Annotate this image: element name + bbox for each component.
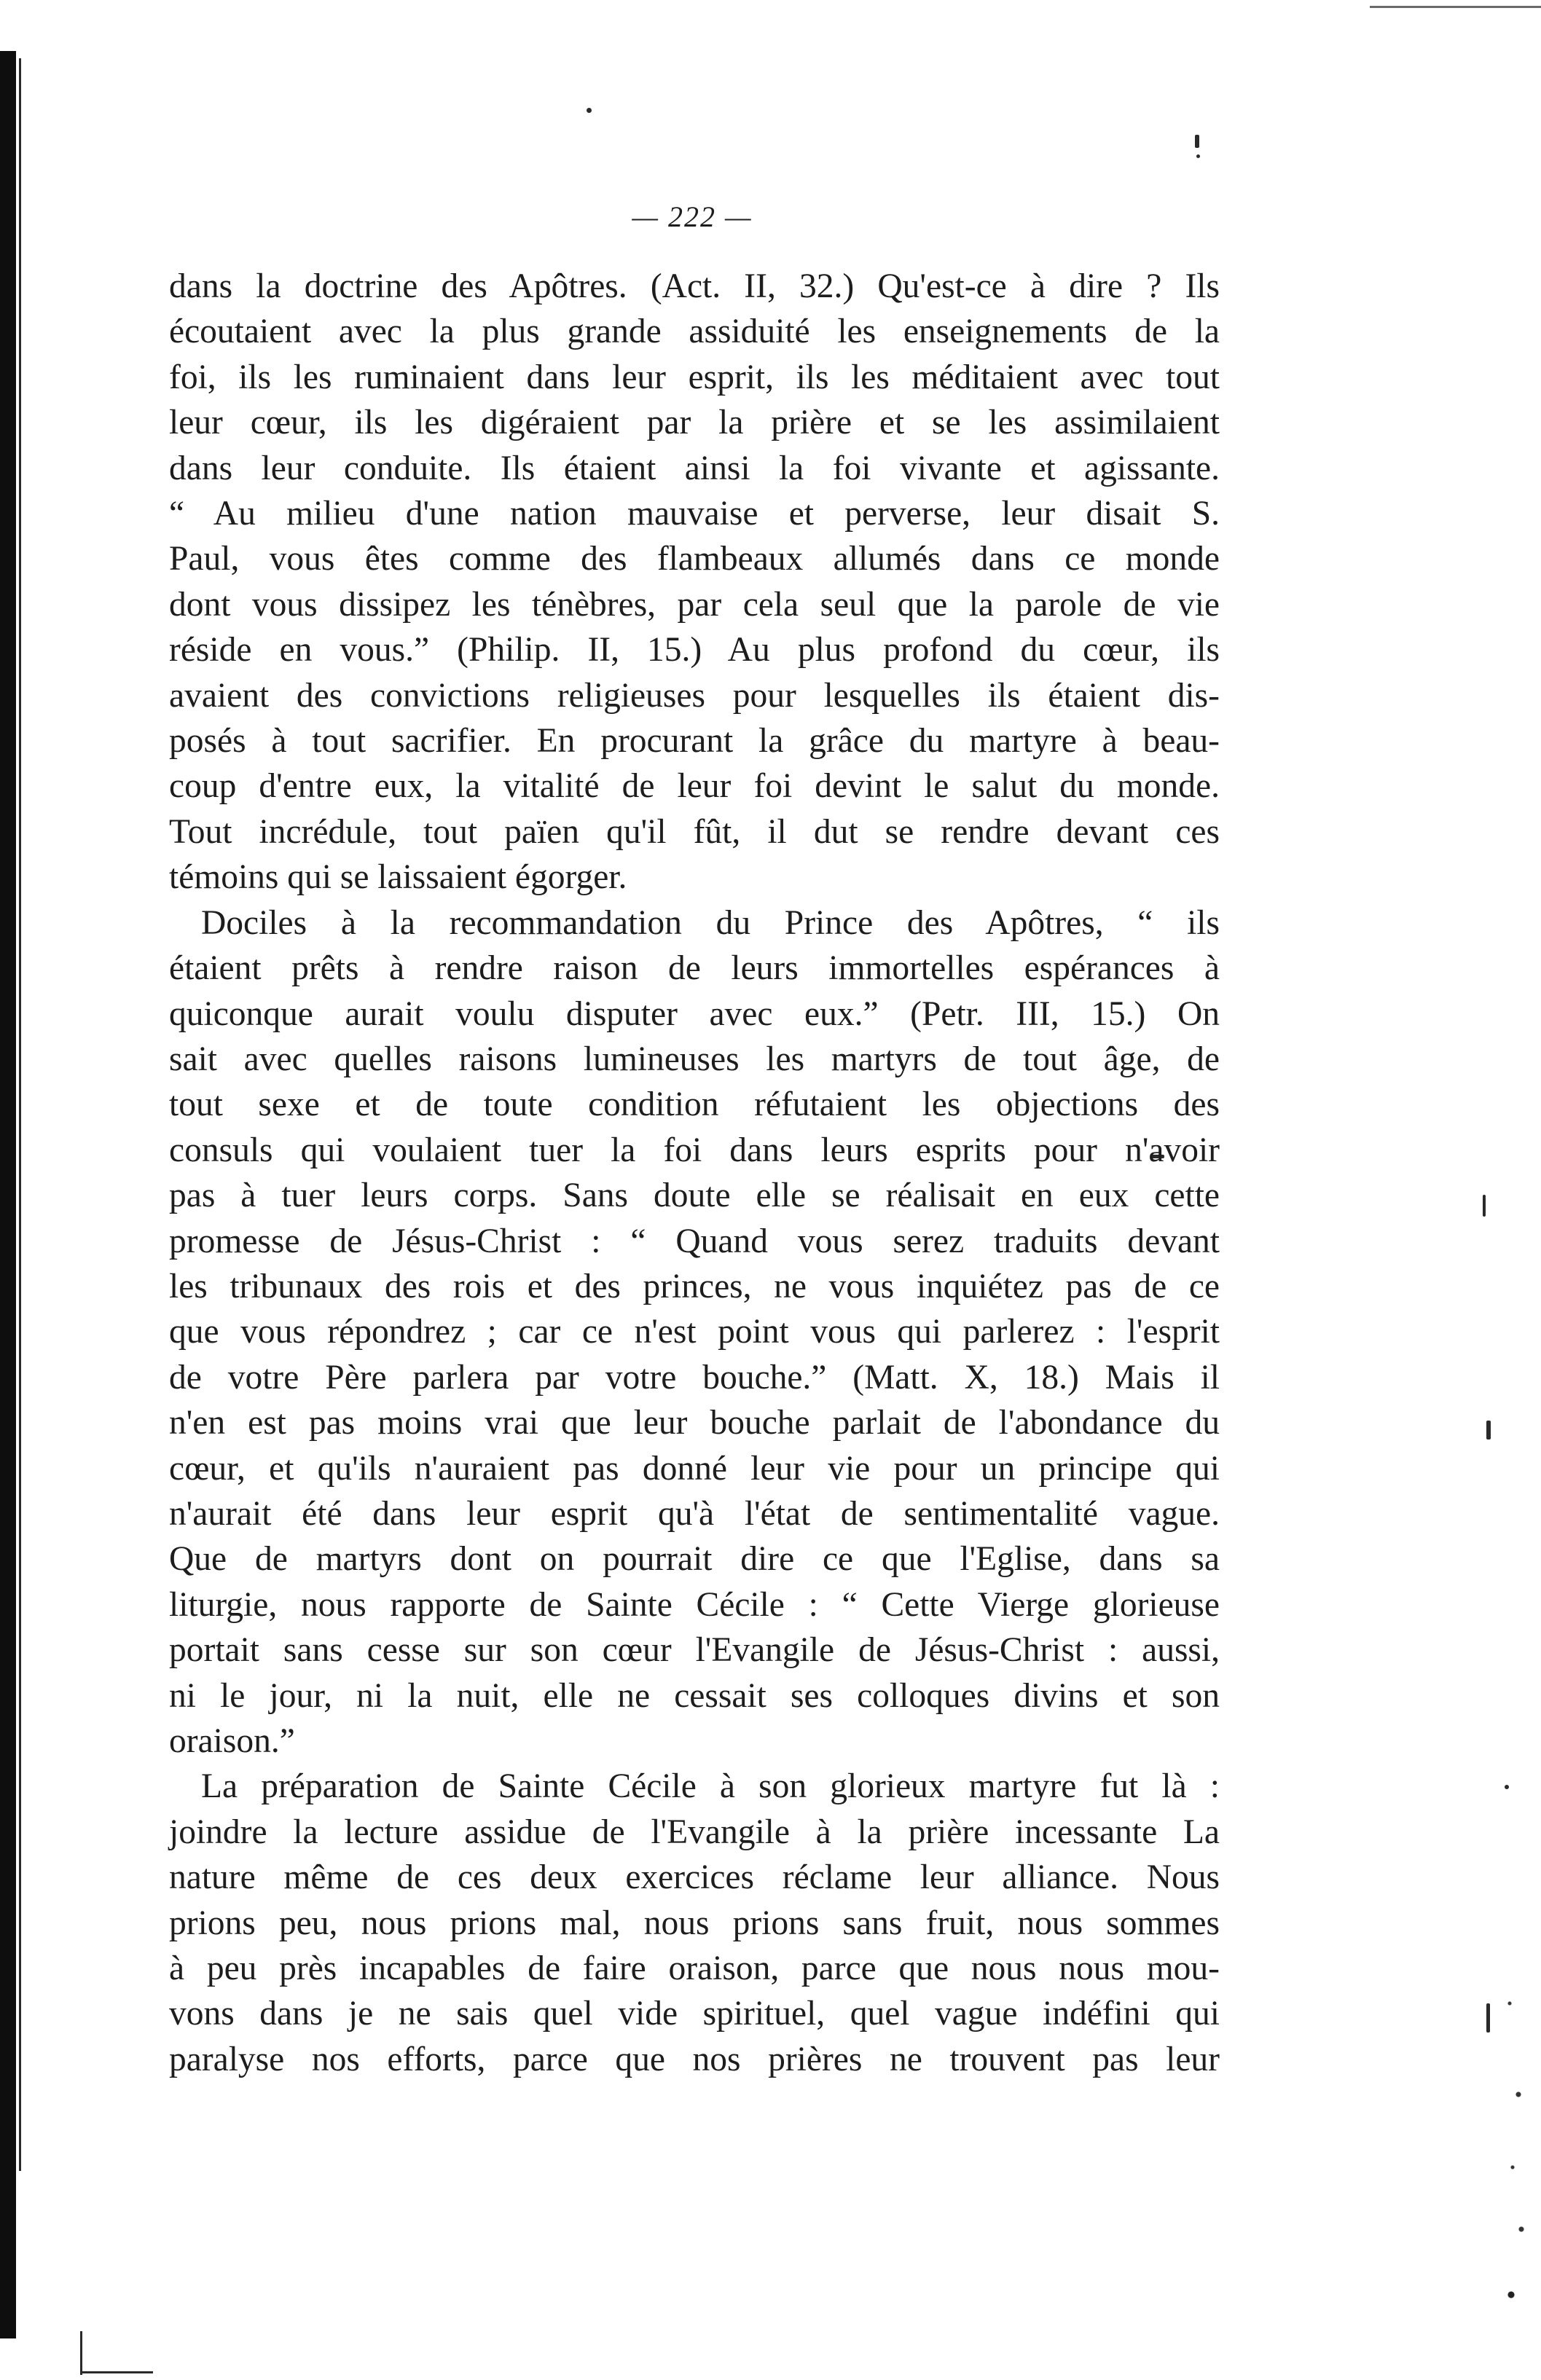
text-line: joindre la lecture assidue de l'Evangile à la prière incessante La [169,1813,1220,1851]
text-line: écoutaient avec la plus grande assiduité les enseignements de la [169,313,1220,351]
text-line: dans la doctrine des Apôtres. (Act. II, 32.) Qu'est-ce à dire ? Ils [169,267,1220,305]
text-line: Tout incrédule, tout païen qu'il fût, il dut se rendre devant ces [169,812,1220,851]
scan-speck [1195,135,1199,148]
text-line: foi, ils les ruminaient dans leur esprit, ils les méditaient avec tout [169,358,1220,396]
text-line: coup d'entre eux, la vitalité de leur foi devint le salut du monde. [169,767,1220,806]
text-line: n'aurait été dans leur esprit qu'à l'état de sentimentalité vague. [169,1494,1220,1533]
text-line: Dociles à la recommandation du Prince des Apôtres, “ ils [201,903,1220,942]
scan-spine-shadow [0,51,16,2338]
scan-speck [587,108,592,113]
text-line: paralyse nos efforts, parce que nos prières ne trouvent pas leur [169,2040,1220,2078]
scan-spine-line [19,58,21,2171]
scan-speck [1486,2003,1490,2033]
text-line: leur cœur, ils les digéraient par la prière et se les assimilaient [169,404,1220,442]
text-line: étaient prêts à rendre raison de leurs immortelles espérances à [169,949,1220,988]
text-line: liturgie, nous rapporte de Sainte Cécile : “ Cette Vierge glorieuse [169,1585,1220,1624]
text-line: La préparation de Sainte Cécile à son glorieux martyre fut là : [201,1767,1220,1806]
text-line: prions peu, nous prions mal, nous prions sans fruit, nous sommes [169,1904,1220,1942]
text-line: n'en est pas moins vrai que leur bouche parlait de l'abondance du [169,1404,1220,1442]
text-line: avaient des convictions religieuses pour lesquelles ils étaient dis- [169,676,1220,715]
text-line: “ Au milieu d'une nation mauvaise et perverse, leur disait S. [169,495,1220,533]
text-line: sait avec quelles raisons lumineuses les martyrs de tout âge, de [169,1040,1220,1078]
text-line: Paul, vous êtes comme des flambeaux allumés dans ce monde [169,540,1220,578]
text-line: pas à tuer leurs corps. Sans doute elle se réalisait en eux cette [169,1177,1220,1215]
text-line: tout sexe et de toute condition réfutaient les objections des [169,1085,1220,1124]
text-line: les tribunaux des rois et des princes, ne vous inquiétez pas de ce [169,1267,1220,1305]
body-text [169,264,1220,2082]
scan-speck [1483,1195,1486,1217]
text-line: promesse de Jésus-Christ : “ Quand vous serez traduits devant [169,1222,1220,1260]
text-line: de votre Père parlera par votre bouche.” (Matt. X, 18.) Mais il [169,1358,1220,1397]
scan-top-rule [1370,6,1541,8]
text-line: dont vous dissipez les ténèbres, par cela seul que la parole de vie [169,585,1220,624]
text-line: posés à tout sacrifier. En procurant la grâce du martyre à beau- [169,722,1220,761]
text-line: oraison.” [169,1722,295,1760]
text-line: ni le jour, ni la nuit, elle ne cessait ses colloques divins et son [169,1676,1220,1715]
page-number: — 222 — [632,200,753,233]
text-line: vons dans je ne sais quel vide spirituel, quel vague indéfini qui [169,1995,1220,2033]
text-line: à peu près incapables de faire oraison, parce que nous nous mou- [169,1949,1220,1988]
scan-speck [1196,154,1200,158]
text-line: nature même de ces deux exercices réclame leur alliance. Nous [169,1858,1220,1897]
text-line: témoins qui se laissaient égorger. [169,858,627,897]
scan-edge-noise [1501,1967,1530,2331]
text-line: réside en vous.” (Philip. II, 15.) Au plus profond du cœur, ils [169,631,1220,669]
text-line: consuls qui voulaient tuer la foi dans leurs esprits pour n'avoir [169,1131,1220,1169]
scan-speck [1505,1785,1509,1789]
text-line: quiconque aurait voulu disputer avec eux.” (Petr. III, 15.) On [169,994,1220,1033]
text-line: portait sans cesse sur son cœur l'Evangile de Jésus-Christ : aussi, [169,1631,1220,1670]
text-line: Que de martyrs dont on pourrait dire ce que l'Eglise, dans sa [169,1540,1220,1579]
scan-bottom-rule [80,2371,153,2373]
text-line: dans leur conduite. Ils étaient ainsi la foi vivante et agissante. [169,449,1220,487]
scan-speck [1486,1421,1491,1440]
scan-bottom-tick [80,2331,82,2375]
text-line: cœur, et qu'ils n'auraient pas donné leur vie pour un principe qui [169,1449,1220,1488]
text-line: que vous répondrez ; car ce n'est point vous qui parlerez : l'esprit [169,1313,1220,1351]
